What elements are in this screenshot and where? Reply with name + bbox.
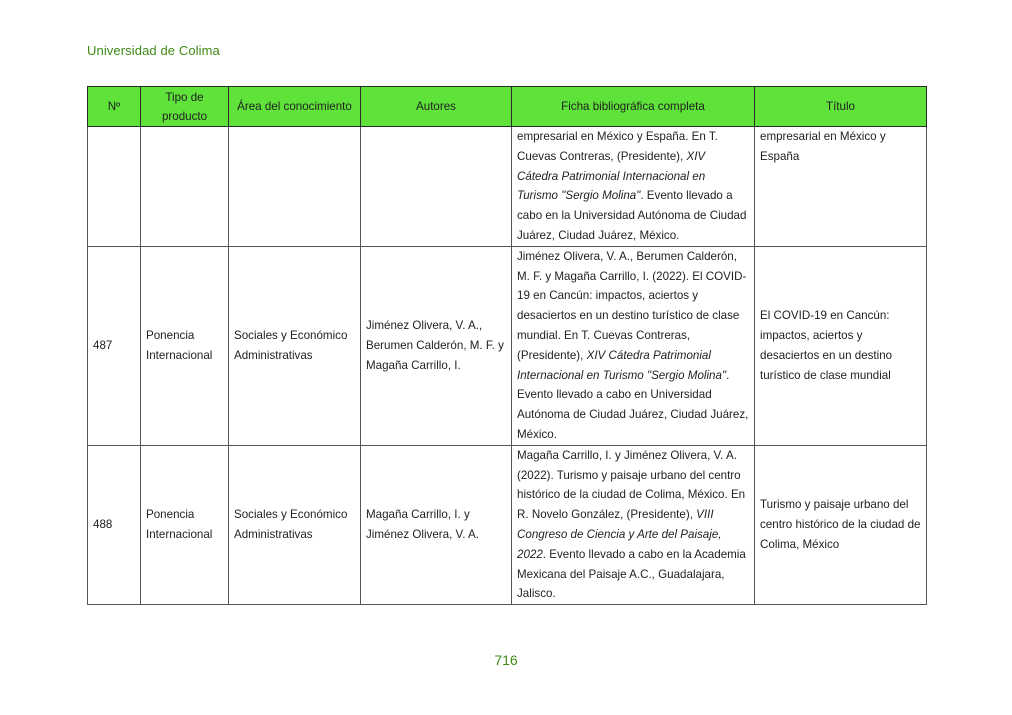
record-italic-segment: XIV Cátedra Patrimonial Internacional en Turismo "Sergio Molina" bbox=[517, 348, 727, 382]
record-text-segment: Magaña Carrillo, I. y Jiménez Olivera, V. A. (2022). Turismo y paisaje urbano del centro histórico de la ciudad de Colima, México. En R. Novelo González, (Presidente), bbox=[517, 448, 746, 522]
table-header-row bbox=[88, 87, 927, 127]
column-header-title: Título bbox=[755, 87, 927, 127]
column-header-product-type: Tipo de producto bbox=[141, 87, 229, 127]
record-italic-segment: VIII Congreso de Ciencia y Arte del Paisaje, 2022 bbox=[517, 508, 722, 561]
cell-title: empresarial en México y España bbox=[755, 127, 927, 247]
cell-knowledge-area bbox=[229, 127, 361, 247]
record-italic-segment: XIV Cátedra Patrimonial Internacional en Turismo "Sergio Molina" bbox=[517, 149, 706, 203]
cell-product-type: Ponencia Internacional bbox=[141, 445, 229, 604]
record-text-segment: . Evento llevado a cabo en Universidad Autónoma de Ciudad Juárez, Ciudad Juárez, México. bbox=[517, 368, 749, 441]
cell-authors: Magaña Carrillo, I. y Jiménez Olivera, V. A. bbox=[361, 445, 512, 604]
cell-product-type bbox=[141, 127, 229, 247]
cell-number: 488 bbox=[88, 445, 141, 604]
cell-product-type: Ponencia Internacional bbox=[141, 246, 229, 445]
cell-number bbox=[88, 127, 141, 247]
record-text-segment: . Evento llevado a cabo en la Academia Mexicana del Paisaje A.C., Guadalajara, Jalisco. bbox=[517, 547, 746, 601]
table-row bbox=[88, 445, 927, 604]
bibliography-table bbox=[87, 86, 927, 605]
table-row bbox=[88, 127, 927, 247]
record-text-segment: empresarial en México y España. En T. Cuevas Contreras, (Presidente), bbox=[517, 130, 718, 163]
cell-title: Turismo y paisaje urbano del centro histórico de la ciudad de Colima, México bbox=[755, 445, 927, 604]
cell-authors: Jiménez Olivera, V. A., Berumen Calderón, M. F. y Magaña Carrillo, I. bbox=[361, 246, 512, 445]
column-header-authors: Autores bbox=[361, 87, 512, 127]
cell-knowledge-area: Sociales y Económico Administrativas bbox=[229, 246, 361, 445]
column-header-knowledge-area: Área del conocimiento bbox=[229, 87, 361, 127]
record-text-segment: Jiménez Olivera, V. A., Berumen Calderón, M. F. y Magaña Carrillo, I. (2022). El COVID-19 en Cancún: impactos, aciertos y desaciertos en un destino turístico de clase mundial. En T. Cuevas Contreras, (Presidente), bbox=[517, 249, 747, 362]
record-text-segment: . Evento llevado a cabo en la Universidad Autónoma de Ciudad Juárez, Ciudad Juárez, México. bbox=[517, 189, 747, 242]
institution-header: Universidad de Colima bbox=[87, 43, 220, 58]
cell-bibliographic-record bbox=[512, 127, 755, 247]
cell-authors bbox=[361, 127, 512, 247]
page-number: 716 bbox=[494, 652, 518, 668]
cell-bibliographic-record bbox=[512, 445, 755, 604]
cell-knowledge-area: Sociales y Económico Administrativas bbox=[229, 445, 361, 604]
cell-title: El COVID-19 en Cancún: impactos, aciertos y desaciertos en un destino turístico de clase mundial bbox=[755, 246, 927, 445]
column-header-bibliographic-record: Ficha bibliográfica completa bbox=[512, 87, 755, 127]
cell-number: 487 bbox=[88, 246, 141, 445]
table-row bbox=[88, 246, 927, 445]
column-header-number: Nº bbox=[88, 87, 141, 127]
cell-bibliographic-record bbox=[512, 246, 755, 445]
